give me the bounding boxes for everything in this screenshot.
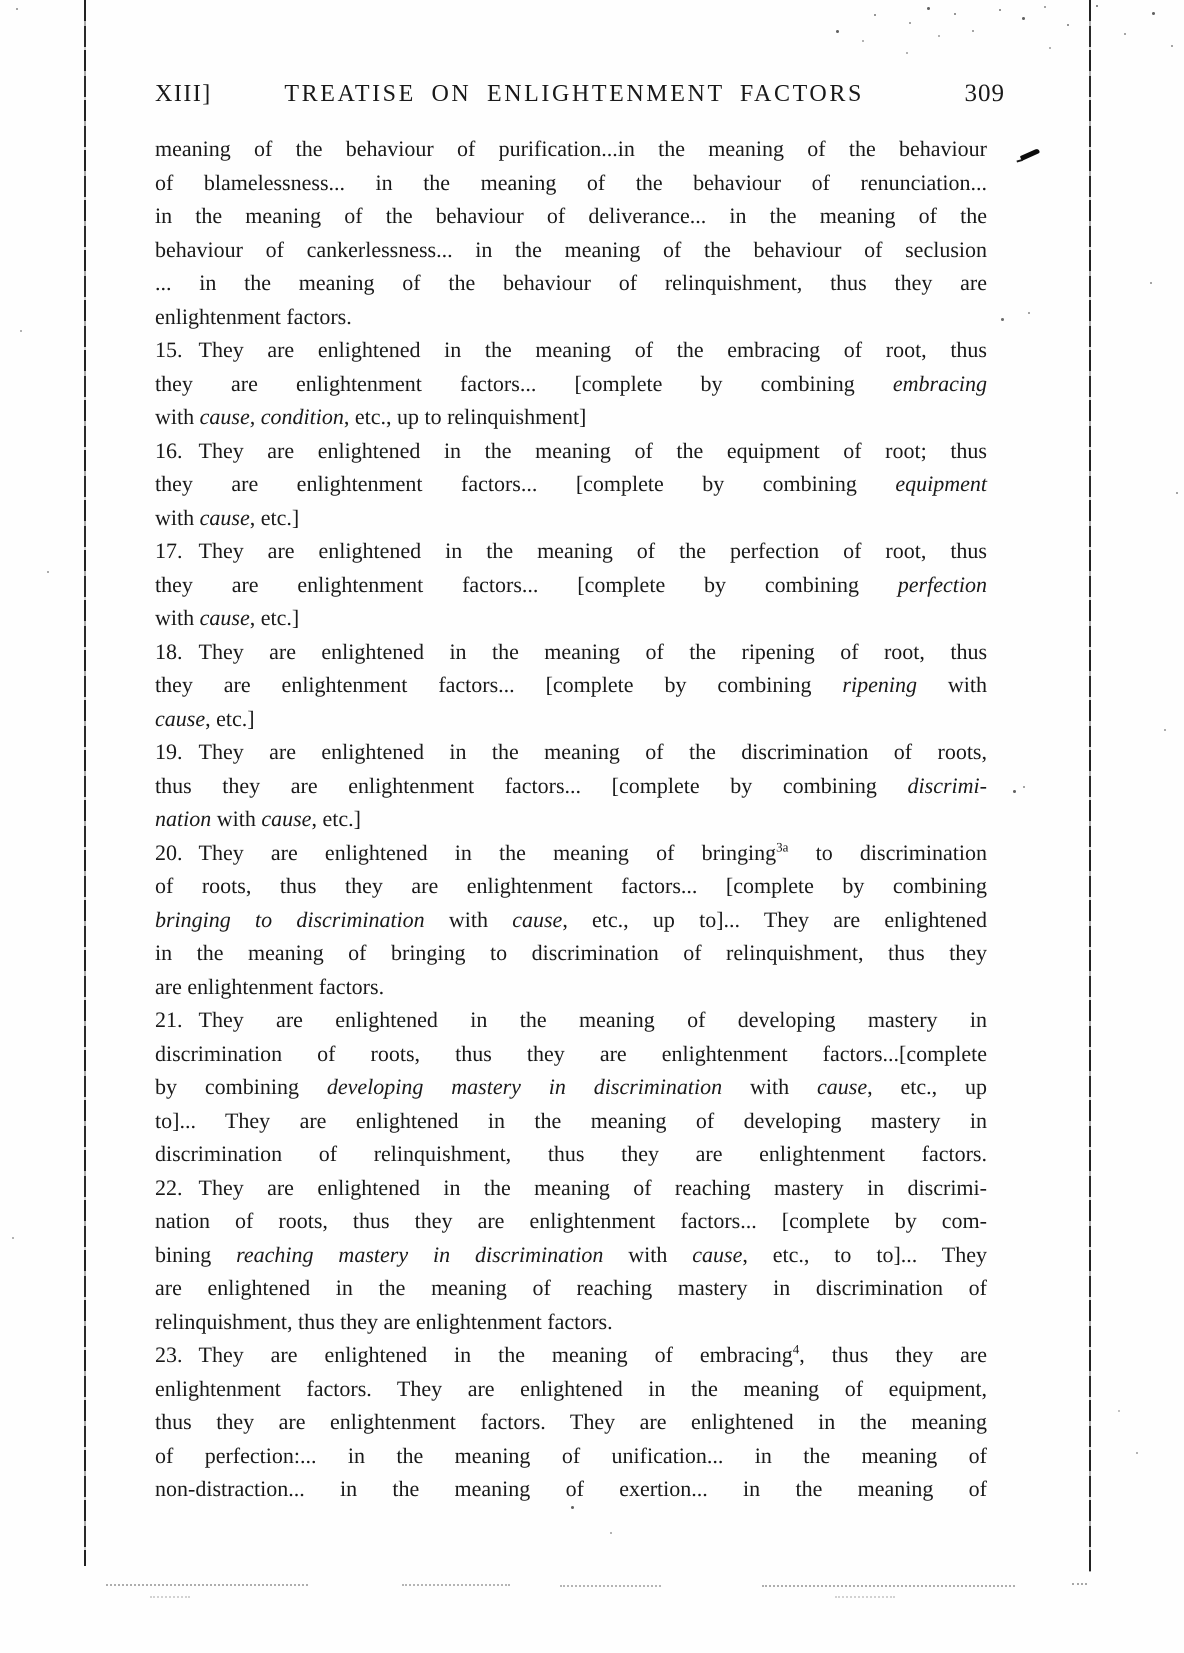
scan-speckle	[571, 1506, 574, 1509]
text-segment: behaviour of cankerlessness... in the meaning of the behaviour of seclusion	[155, 236, 987, 262]
text-segment: with	[916, 672, 987, 697]
text-line	[155, 702, 987, 736]
running-title: TREATISE ON ENLIGHTENMENT FACTORS	[284, 81, 864, 107]
text-segment: are enlightenment factors.	[155, 973, 385, 999]
text-segment: , etc.]	[249, 605, 300, 630]
text-segment: bining	[155, 1241, 237, 1267]
footnote-superscript: 4	[792, 1341, 800, 1357]
text-segment: ... in the meaning of the behaviour of relinquishment, thus they are	[155, 270, 987, 295]
scan-speckle	[862, 40, 864, 42]
text-segment: with	[155, 404, 200, 429]
text-line	[155, 266, 987, 300]
text-segment: are enlightened in the meaning of reaching mastery in discrimination of	[155, 1275, 987, 1300]
italic-term: reaching mastery in discrimination	[236, 1241, 604, 1267]
text-segment: of blamelessness... in the meaning of the behaviour of renunciation...	[155, 169, 987, 195]
scan-speckle	[610, 1532, 612, 1534]
text-line	[155, 1405, 987, 1439]
paragraph	[155, 635, 987, 736]
text-line	[155, 601, 987, 635]
scan-speckle	[1049, 47, 1051, 49]
text-segment: nation of roots, thus they are enlightenment factors... [complete by com-	[155, 1208, 987, 1233]
text-line	[155, 1003, 987, 1037]
scan-speckle	[1176, 492, 1178, 494]
text-line	[155, 1204, 987, 1238]
text-line	[155, 1238, 987, 1272]
paragraph-number: 16.	[155, 437, 183, 463]
italic-term: cause	[199, 504, 250, 530]
text-line	[155, 400, 987, 434]
scan-dotted-segment	[560, 1585, 661, 1587]
scan-speckle	[1013, 790, 1016, 793]
scan-speckle	[1044, 6, 1046, 8]
paragraph-number: 20.	[155, 839, 183, 865]
scan-speckle	[972, 30, 974, 32]
text-segment: thus they are enlightenment factors. They are enlightened in the meaning	[155, 1409, 987, 1434]
text-segment: They are enlightened in the meaning of the ripening of root, thus	[198, 638, 987, 664]
text-line	[155, 869, 987, 903]
scan-speckle	[1118, 1410, 1120, 1412]
paragraph	[155, 735, 987, 836]
text-line	[155, 735, 987, 769]
paragraph	[155, 534, 987, 635]
text-segment: , etc., up to]... They are enlightened	[562, 906, 987, 932]
text-segment: of perfection:... in the meaning of unification... in the meaning of	[155, 1442, 987, 1468]
italic-term: ripening	[842, 672, 917, 697]
pen-mark	[1020, 148, 1040, 161]
text-line	[155, 434, 987, 468]
italic-term: cause	[155, 705, 206, 731]
paragraph	[155, 132, 987, 333]
italic-term: cause	[199, 605, 250, 630]
text-segment: They are enlightened in the meaning of embracing	[198, 1342, 793, 1367]
text-segment: they are enlightenment factors... [complete by combining	[155, 370, 893, 396]
text-line	[155, 1271, 987, 1305]
text-segment: They are enlightened in the meaning of bringing	[198, 839, 777, 865]
italic-term: embracing	[892, 370, 987, 396]
scan-speckle	[1152, 12, 1155, 15]
footnote-superscript: 3a	[776, 839, 789, 855]
text-segment: they are enlightenment factors... [complete by combining	[155, 471, 896, 496]
italic-term: cause	[692, 1241, 743, 1267]
chapter-marker: XIII]	[155, 81, 212, 107]
paragraph-number: 21.	[155, 1007, 183, 1032]
paragraph-number: 19.	[155, 739, 183, 764]
text-line	[155, 1137, 987, 1171]
scan-speckle	[1136, 1452, 1138, 1454]
paragraph	[155, 836, 987, 1004]
text-segment: with	[424, 906, 513, 932]
scan-speckle	[1001, 318, 1004, 321]
text-segment: relinquishment, thus they are enlightenment factors.	[155, 1308, 613, 1334]
italic-term: bringing to discrimination	[155, 906, 425, 932]
paragraph-number: 15.	[155, 337, 183, 362]
text-line	[155, 769, 987, 803]
text-segment: with	[155, 605, 200, 630]
scan-speckle	[906, 52, 908, 54]
text-segment: in the meaning of the behaviour of deliverance... in the meaning of the	[155, 203, 987, 228]
scan-dotted-segment	[106, 1584, 308, 1586]
scan-edge-line-left	[84, 0, 86, 1566]
scan-dotted-segment	[150, 1596, 190, 1598]
text-segment: discrimination of roots, thus they are enlightenment factors...[complete	[155, 1040, 987, 1066]
text-segment: of roots, thus they are enlightenment factors... [complete by combining	[155, 873, 987, 898]
text-segment: non-distraction... in the meaning of exertion... in the meaning of	[155, 1476, 987, 1501]
text-line	[155, 1070, 987, 1104]
scan-speckle	[1028, 312, 1030, 314]
scan-speckle	[1150, 282, 1152, 284]
paragraph	[155, 434, 987, 535]
text-line	[155, 1439, 987, 1473]
scan-speckle	[1124, 33, 1126, 35]
scan-speckle	[927, 7, 930, 10]
scan-speckle	[954, 13, 956, 15]
scan-speckle	[12, 1237, 14, 1239]
text-line	[155, 199, 987, 233]
text-line	[155, 936, 987, 970]
text-segment: , etc.]	[249, 504, 300, 530]
scan-speckle	[1023, 786, 1025, 788]
text-segment: They are enlightened in the meaning of the perfection of root, thus	[198, 538, 987, 563]
text-segment: they are enlightenment factors... [complete by combining	[155, 672, 843, 697]
text-segment: thus they are enlightenment factors... [complete by combining	[155, 772, 908, 798]
text-segment: They are enlightened in the meaning of developing mastery in	[198, 1007, 987, 1032]
text-segment: with	[722, 1074, 817, 1099]
text-segment: , etc., to to]... They	[742, 1241, 987, 1267]
text-segment: meaning of the behaviour of purification...in the meaning of the behaviour	[155, 136, 987, 161]
text-line	[155, 1305, 987, 1339]
text-line	[155, 903, 987, 937]
scan-dotted-segment	[835, 1596, 895, 1598]
page-number: 309	[964, 80, 1005, 107]
text-line	[155, 1338, 987, 1372]
scan-speckle	[47, 571, 49, 573]
text-segment: with	[211, 806, 262, 831]
paragraph-number: 18.	[155, 638, 183, 664]
text-line	[155, 501, 987, 535]
paragraph	[155, 1171, 987, 1339]
text-segment: , etc., up	[867, 1074, 987, 1099]
text-line	[155, 568, 987, 602]
text-segment: , etc.]	[311, 806, 361, 831]
text-segment: They are enlightened in the meaning of the embracing of root, thus	[198, 337, 987, 362]
scan-speckle	[999, 9, 1001, 11]
text-line	[155, 1037, 987, 1071]
scan-dotted-segment	[1072, 1583, 1087, 1585]
text-line	[155, 1372, 987, 1406]
scan-speckle	[1067, 24, 1069, 26]
text-segment: They are enlightened in the meaning of reaching mastery in discrimi-	[198, 1174, 987, 1200]
paragraph-number: 23.	[155, 1342, 183, 1367]
scan-speckle	[1096, 5, 1098, 7]
text-line	[155, 1472, 987, 1506]
text-segment: They are enlightened in the meaning of the equipment of root; thus	[198, 437, 987, 463]
paragraph	[155, 1338, 987, 1506]
scan-speckle	[20, 330, 22, 332]
text-segment: They are enlightened in the meaning of the discrimination of roots,	[198, 739, 987, 764]
text-line	[155, 367, 987, 401]
italic-term: cause	[512, 906, 563, 932]
scan-speckle	[909, 22, 911, 24]
text-segment: by combining	[155, 1074, 327, 1099]
page-header	[155, 80, 1005, 108]
text-line	[155, 132, 987, 166]
text-segment: , etc., up to relinquishment]	[343, 404, 587, 429]
italic-term: developing mastery in discrimination	[326, 1074, 723, 1099]
text-segment: to]... They are enlightened in the meaning of developing mastery in	[155, 1107, 987, 1133]
scan-dotted-segment	[402, 1584, 510, 1586]
text-segment: they are enlightenment factors... [complete by combining	[155, 571, 898, 597]
text-line	[155, 836, 987, 870]
text-segment: with	[603, 1241, 693, 1267]
scan-speckle	[1022, 17, 1025, 20]
scan-speckle	[874, 14, 876, 16]
text-line	[155, 233, 987, 267]
text-segment: in the meaning of bringing to discrimination of relinquishment, thus they	[155, 940, 987, 965]
italic-term: cause, condition	[199, 404, 344, 429]
text-line	[155, 635, 987, 669]
text-line	[155, 467, 987, 501]
text-segment: with	[155, 504, 200, 530]
scan-speckle	[836, 30, 839, 33]
text-line	[155, 1171, 987, 1205]
scan-speckle	[16, 8, 18, 10]
scan-speckle	[938, 35, 940, 37]
scan-dotted-segment	[762, 1585, 1015, 1587]
italic-term: perfection	[897, 571, 987, 597]
italic-term: nation	[155, 806, 212, 831]
italic-term: discrimi-	[907, 772, 987, 798]
text-segment: , etc.]	[205, 705, 255, 731]
text-segment: enlightenment factors. They are enlightened in the meaning of equipment,	[155, 1375, 987, 1401]
scan-speckle	[1164, 729, 1166, 731]
text-line	[155, 1104, 987, 1138]
text-body	[155, 132, 987, 1506]
text-segment: to discrimination	[788, 839, 988, 865]
text-segment: , thus they are	[799, 1342, 988, 1367]
text-line	[155, 166, 987, 200]
italic-term: cause	[817, 1074, 868, 1099]
paragraph	[155, 333, 987, 434]
paragraph-number: 22.	[155, 1174, 183, 1200]
text-line	[155, 333, 987, 367]
text-segment: discrimination of relinquishment, thus they are enlightenment factors.	[155, 1141, 987, 1166]
paragraph	[155, 1003, 987, 1171]
scan-edge-line-right	[1089, 0, 1091, 1572]
text-line	[155, 300, 987, 334]
italic-term: equipment	[895, 471, 987, 496]
italic-term: cause	[261, 806, 312, 831]
text-line	[155, 970, 987, 1004]
text-line	[155, 802, 987, 836]
paragraph-number: 17.	[155, 538, 183, 563]
scan-speckle	[1171, 45, 1173, 47]
text-line	[155, 534, 987, 568]
text-segment: enlightenment factors.	[155, 303, 352, 329]
text-line	[155, 668, 987, 702]
